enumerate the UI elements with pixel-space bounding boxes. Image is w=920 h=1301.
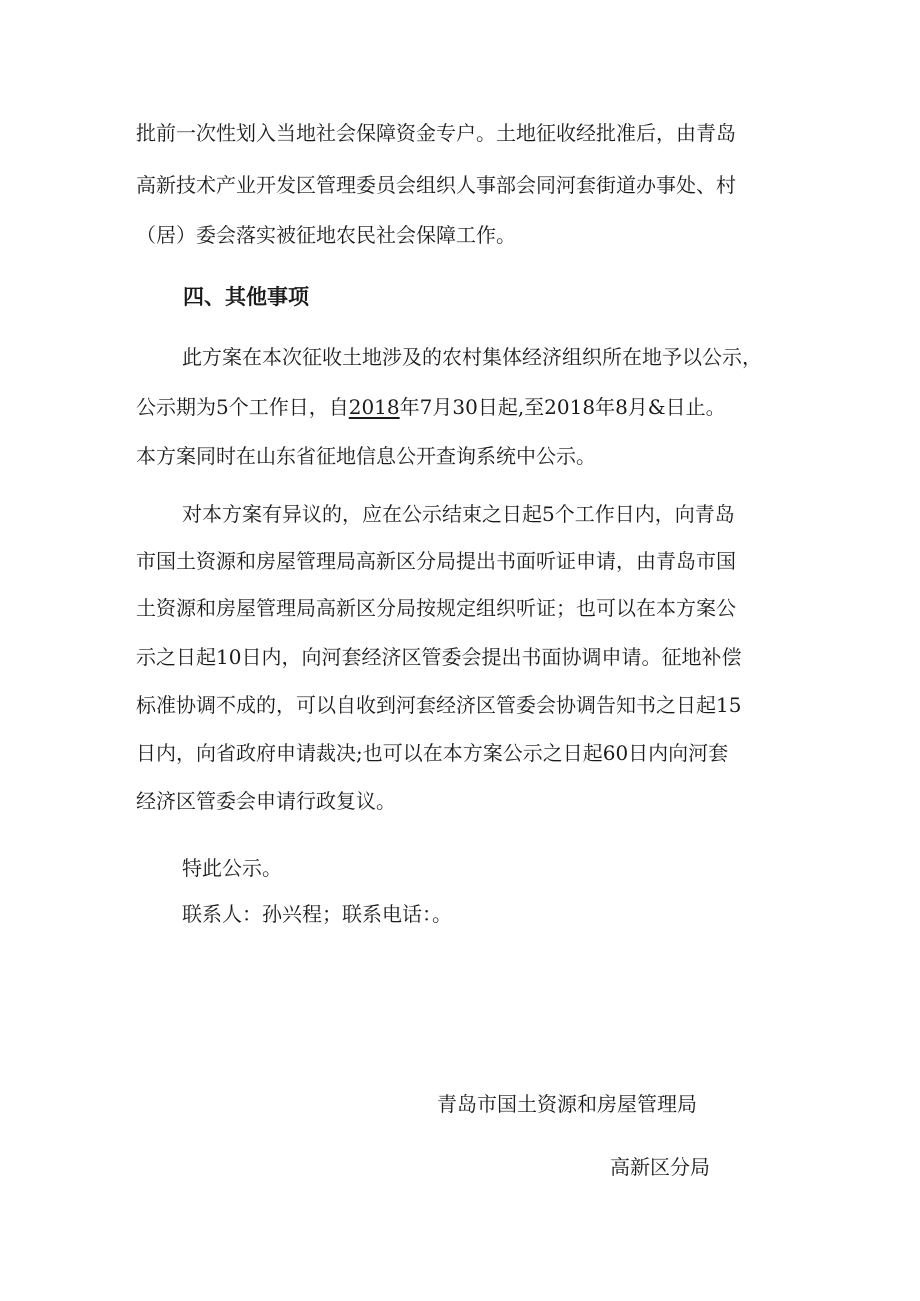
paragraph-line: 示之日起10日内，向河套经济区管委会提出书面协调申请。征地补偿 <box>136 645 742 669</box>
paragraph-line: 标准协调不成的，可以自收到河套经济区管委会协调告知书之日起15 <box>136 693 742 717</box>
underlined-year: 2018 <box>348 395 400 419</box>
paragraph-line: 本方案同时在山东省征地信息公开查询系统中公示。 <box>136 444 596 468</box>
paragraph-line: （居）委会落实被征地农民社会保障工作。 <box>136 223 516 247</box>
date-suffix: 年7月30日起,至2018年8月&日止。 <box>399 395 726 419</box>
closing-text: 特此公示。 <box>182 856 282 880</box>
paragraph-line: 日内，向省政府申请裁决;也可以在本方案公示之日起60日内向河套 <box>136 741 729 765</box>
paragraph-line: 土资源和房屋管理局高新区分局按规定组织听证；也可以在本方案公 <box>136 596 736 620</box>
section-heading: 四、其他事项 <box>183 285 309 309</box>
paragraph-line: 此方案在本次征收土地涉及的农村集体经济组织所在地予以公示， <box>182 345 762 369</box>
paragraph-line: 批前一次性划入当地社会保障资金专户。土地征收经批准后，由青岛 <box>136 121 736 145</box>
paragraph-line: 对本方案有异议的，应在公示结束之日起5个工作日内，向青岛 <box>182 502 735 526</box>
paragraph-line: 经济区管委会申请行政复议。 <box>136 789 396 813</box>
date-prefix: 公示期为5个工作日，自 <box>136 395 349 419</box>
paragraph-line: 市国土资源和房屋管理局高新区分局提出书面听证申请，由青岛市国 <box>136 549 736 573</box>
paragraph-line-with-date <box>136 395 792 419</box>
signature-organization: 青岛市国土资源和房屋管理局 <box>437 1092 697 1116</box>
paragraph-line: 高新技术产业开发区管理委员会组织人事部会同河套街道办事处、村 <box>136 173 736 197</box>
contact-info: 联系人：孙兴程；联系电话：。 <box>182 902 452 926</box>
signature-branch: 高新区分局 <box>610 1155 710 1179</box>
